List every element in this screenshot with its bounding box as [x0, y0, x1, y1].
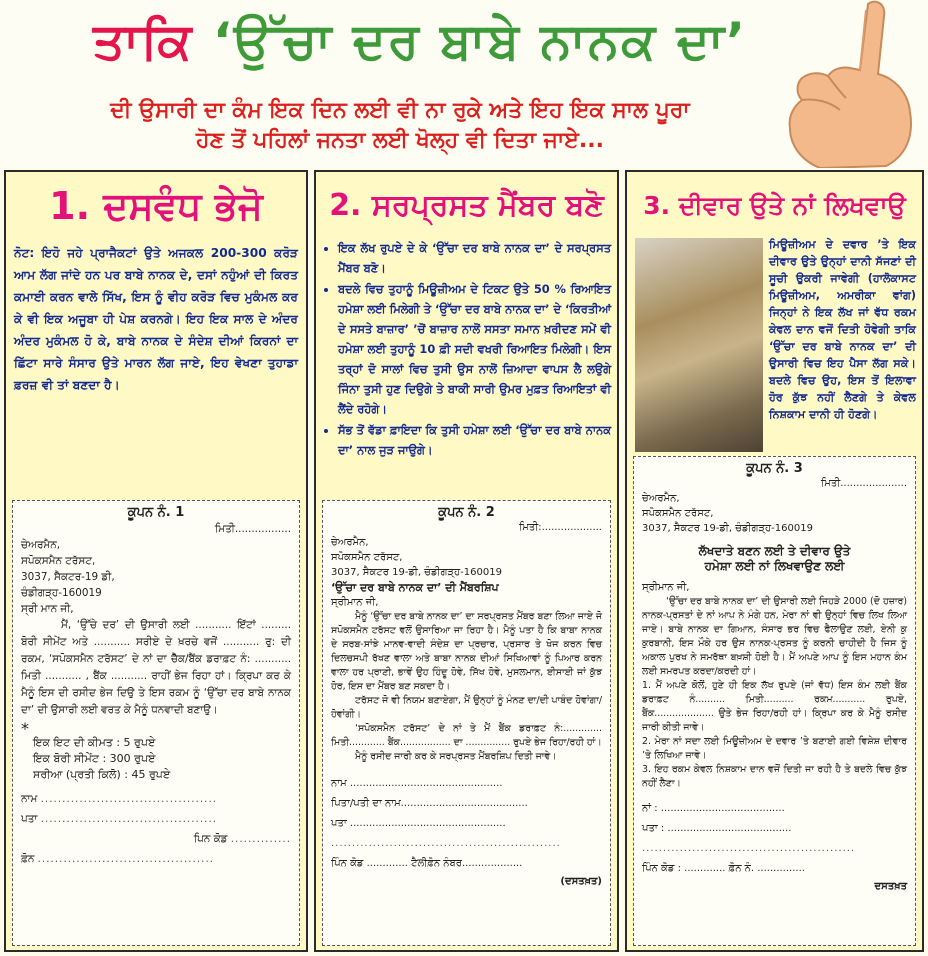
salutation: ਸ੍ਰੀਮਾਨ ਜੀ,: [642, 582, 690, 593]
coupon-paragraph: ‘ਉੱਚਾ ਦਰ ਬਾਬੇ ਨਾਨਕ ਦਾ’ ਦੀ ਉਸਾਰੀ ਲਈ ਜਿਹੜੇ 2000 (ਦੋ ਹਜ਼ਾਰ) ਨਾਨਕ-ਪ੍ਰਸਤਾਂ ਦੇ ਨਾਂ ਆਪ ਨੇ ਮੰਗੇ ਹਨ, ਮੇਰਾ ਨਾਂ ਵੀ ਉਨ੍ਹਾਂ ਵਿਚ ਲਿਖ ਲਿਆ ਜਾਏ। ਬਾਬੇ ਨਾਨਕ ਦਾ ਗਿਆਨ, ਸੰਸਾਰ ਭਰ ਵਿਚ ਫੈਲਾਉਣ ਲਈ, ਏਨੀ ਕੁ ਕੁਰਬਾਨੀ, ਇਸ ਮੌਕੇ ਹਰ ਉਸ ਨਾਨਕ-ਪ੍ਰਸਤ ਨੂੰ ਕਰਨੀ ਚਾਹੀਦੀ ਹੈ ਜਿਸ ਨੂੰ ਅਕਾਲ ਪੁਰਖ ਨੇ ਸਮਰੱਥਾ ਬਖ਼ਸ਼ੀ ਹੋਈ ਹੈ। ਮੈਂ ਅਪਣੇ ਆਪ ਨੂੰ ਇਸ ਮਹਾਨ ਕੰਮ ਲਈ ਸਮਰਪਤ ਕਰਦਾ/ਕਰਦੀ ਹਾਂ।: [642, 596, 907, 677]
column-title: 2. ਸਰਪ੍ਰਸਤ ਮੈਂਬਰ ਬਣੋ: [329, 188, 604, 223]
address-label: ਪਤਾ: [21, 813, 38, 825]
address-field[interactable]: ਪਤਾ : .......................................: [642, 823, 792, 834]
coupon-paragraph: ਮੈਨੂੰ ਰਸੀਦ ਜਾਰੀ ਕਰ ਕੇ ਸਰਪ੍ਰਸਤ ਮੈਂਬਰਸ਼ਿਪ ਦਿਤੀ ਜਾਵੇ।: [355, 751, 557, 762]
salutation: ਸ੍ਰੀ ਮਾਨ ਜੀ,: [21, 603, 74, 615]
salutation: ਸ੍ਰੀਮਾਨ ਜੀ,: [331, 597, 379, 608]
address-field[interactable]: ਪਤਾ .................................................: [331, 818, 506, 829]
address-line: ਸਪੋਕਸਮੈਨ ਟਰੱਸਟ,: [21, 555, 96, 567]
address-line: 3037, ਸੈਕਟਰ 19-ਡੀ, ਚੰਡੀਗੜ੍ਹ-160019: [642, 523, 813, 534]
name-field[interactable]: .........................................: [40, 793, 218, 805]
headline-part1: ਤਾਕਿ: [92, 12, 194, 70]
coupon-text: ਮੈਂ, ‘ਉੱਚੇ ਦਰ’ ਦੀ ਉਸਾਰੀ ਲਈ ........... ਇੱਟਾਂ ......... ਬੋਰੀ ਸੀਮੇਂਟ ਅਤੇ ........... ਸਰੀਏ ਦੇ ਖ਼ਰਚੇ ਵਜੋਂ ........... ਰੁ: ਦੀ ਰਕਮ, ‘ਸਪੋਕਸਮੈਨ ਟਰੱਸਟ’ ਦੇ ਨਾਂ ਦਾ ਚੈੱਕ/ਬੈਂਕ ਡਰਾਫ਼ਟ ਨੰ: ........... ਮਿਤੀ ........... , ਬੈਂਕ ........... ਰਾਹੀਂ ਭੇਜ ਰਿਹਾ ਹਾਂ। ਕ੍ਰਿਪਾ ਕਰ ਕੇ ਮੈਨੂੰ ਇਸ ਦੀ ਰਸੀਦ ਭੇਜ ਦਿਉ ਤੇ ਇਸ ਰਕਮ ਨੂੰ ‘ਉੱਚਾ ਦਰ ਬਾਬੇ ਨਾਨਕ ਦਾ’ ਦੀ ਉਸਾਰੀ ਲਈ ਵਰਤ ਕੇ ਮੈਨੂੰ ਧਨਵਾਦੀ ਬਣਾਉ।: [21, 619, 291, 716]
father-name-field[interactable]: ਪਿਤਾ/ਪਤੀ ਦਾ ਨਾਮ........................................: [331, 798, 528, 809]
price-brick: ਇਕ ਇਟ ਦੀ ਕੀਮਤ : 5 ਰੁਪਏ: [33, 736, 156, 749]
name-label: ਨਾਮ: [21, 793, 38, 805]
name-field[interactable]: ਨਾਂ : .......................................: [642, 803, 785, 814]
column-patron-member: [314, 170, 619, 952]
coupon-item: 1. ਮੈਂ ਅਪਣੇ ਕੋਲੋਂ, ਹੁਣੇ ਹੀ ਇਕ ਲੱਖ ਰੁਪਏ (ਜਾਂ ਵੱਧ) ਇਸ ਕੰਮ ਲਈ ਬੈਂਕ ਡਰਾਫ਼ਟ ਨੰ.......... ਮਿਤੀ.......... ਰਕਮ........... ਰੁਪਏ, ਬੈਂਕ.................... ਉਤੇ ਭੇਜ ਰਿਹਾ/ਰਹੀ ਹਾਂ। ਕ੍ਰਿਪਾ ਕਰ ਕੇ ਮੈਨੂੰ ਰਸੀਦ ਜਾਰੀ ਕੀਤੀ ਜਾਵੇ।: [642, 680, 907, 733]
address-line: 3037, ਸੈਕਟਰ-19 ਡੀ,: [21, 571, 115, 583]
coupon-title: ਕੂਪਨ ਨੰ. 3: [746, 461, 803, 476]
coupon-item: 2. ਮੇਰਾ ਨਾਂ ਸਦਾ ਲਈ ਮਿਊਜ਼ੀਅਮ ਦੇ ਦਵਾਰ ’ਤੇ ਬਣਾਈ ਗਈ ਵਿਸ਼ੇਸ਼ ਦੀਵਾਰ ’ਤੇ ਲਿਖਿਆ ਜਾਵੇ।: [642, 736, 907, 761]
column-body: ਨੋਟ: ਇਹੋ ਜਹੇ ਪ੍ਰਾਜੈਕਟਾਂ ਉਤੇ ਅਜਕਲ 200-300 ਕਰੋੜ ਆਮ ਲੱਗ ਜਾਂਦੇ ਹਨ ਪਰ ਬਾਬੇ ਨਾਨਕ ਦੇ, ਦਸਾਂ ਨਹੁੰਆਂ ਦੀ ਕਿਰਤ ਕਮਾਈ ਕਰਨ ਵਾਲੇ ਸਿੱਖ, ਇਸ ਨੂੰ ਵੀਹ ਕਰੋੜ ਵਿਚ ਮੁਕੰਮਲ ਕਰ ਕੇ ਵੀ ਇਕ ਅਜੂਬਾ ਹੀ ਪੇਸ਼ ਕਰਨਗੇ। ਇਹ ਇਕ ਸਾਲ ਦੇ ਅੰਦਰ ਅੰਦਰ ਮੁਕੰਮਲ ਹੋ ਕੇ, ਬਾਬੇ ਨਾਨਕ ਦੇ ਸੰਦੇਸ਼ ਦੀਆਂ ਕਿਰਨਾਂ ਦਾ ਛਿੱਟਾ ਸਾਰੇ ਸੰਸਾਰ ਉਤੇ ਮਾਰਨ ਲੱਗ ਜਾਏ, ਇਹ ਵੇਖਣਾ ਤੁਹਾਡਾ ਫ਼ਰਜ਼ ਵੀ ਤਾਂ ਬਣਦਾ ਹੈ।: [14, 246, 298, 392]
membership-heading: ‘ਉੱਚਾ ਦਰ ਬਾਬੇ ਨਾਨਕ ਦਾ’ ਦੀ ਮੈਂਬਰਸ਼ਿਪ: [331, 581, 499, 594]
name-field[interactable]: ਨਾਮ ................................................: [331, 778, 503, 789]
coupon-item: 3. ਇਹ ਰਕਮ ਕੇਵਲ ਨਿਸ਼ਕਾਮ ਦਾਨ ਵਜੋਂ ਦਿਤੀ ਜਾ ਰਹੀ ਹੈ ਤੇ ਬਦਲੇ ਵਿਚ ਕੁੱਝ ਨਹੀਂ ਲੈਣਾ।: [642, 764, 907, 789]
pin-phone-field[interactable]: ਪਿੰਨ ਕੋਡ ............. ਟੈਲੀਫ਼ੋਨ ਨੰਬਰ...................: [331, 858, 523, 869]
address-line: 3037, ਸੈਕਟਰ 19-ਡੀ, ਚੰਡੀਗੜ੍ਹ-160019: [331, 567, 502, 578]
address-line: ਚੇਅਰਮੈਨ,: [21, 539, 61, 551]
coupon-3[interactable]: [633, 456, 916, 946]
address-line: ਚੇਅਰਮੈਨ,: [642, 493, 680, 504]
points-list: [316, 238, 617, 460]
subheadline-line1: ਦੀ ਉਸਾਰੀ ਦਾ ਕੰਮ ਇਕ ਦਿਨ ਲਈ ਵੀ ਨਾ ਰੁਕੇ ਅਤੇ ਇਹ ਇਕ ਸਾਲ ਪੂਰਾ: [110, 98, 690, 123]
pin-label: ਪਿਨ ਕੋਡ: [193, 833, 228, 845]
coupon-2[interactable]: [322, 500, 611, 946]
date-field[interactable]: ਮਿਤੀ.....................: [821, 478, 907, 489]
address-field[interactable]: .........................................: [40, 813, 218, 825]
address-field-2[interactable]: ...................................................: [642, 843, 856, 854]
address-field-2[interactable]: .......................................................: [331, 838, 561, 849]
date-field[interactable]: ਮਿਤੀ.................: [214, 523, 291, 535]
coupon-paragraph: ‘ਸਪੋਕਸਮੈਨ ਟਰੱਸਟ’ ਦੇ ਨਾਂ ਤੇ ਮੈਂ ਬੈਂਕ ਡਰਾਫ਼ਟ ਨੰ:............. ਮਿਤੀ............ ਬੈਂਕ................. ਦਾ ............... ਰੁਪਏ ਭੇਜ ਰਿਹਾ/ਰਹੀ ਹਾਂ।: [331, 723, 602, 748]
address-line: ਚੇਅਰਮੈਨ,: [331, 537, 369, 548]
price-cement: ਇਕ ਬੋਰੀ ਸੀਮੇਂਟ : 300 ਰੁਪਏ: [33, 752, 156, 765]
phone-label: ਫ਼ੋਨ: [21, 853, 35, 865]
date-field[interactable]: ਮਿਤੀ:...................: [519, 522, 602, 533]
address-line: ਸਪੋਕਸਮੈਨ ਟਰੱਸਟ,: [331, 552, 403, 563]
address-line: ਚੰਡੀਗੜ੍ਹ-160019: [21, 587, 102, 599]
column-body-wrap: [627, 234, 922, 423]
phone-field[interactable]: .........................................: [37, 853, 215, 865]
wall-heading-line2: ਹਮੇਸ਼ਾ ਲਈ ਨਾਂ ਲਿਖਵਾਉਣ ਲਈ: [704, 559, 845, 573]
column-title: 1. ਦਸਵੰਧ ਭੇਜੋ: [49, 184, 263, 228]
coupon-title: ਕੂਪਨ ਨੰ. 2: [438, 505, 495, 520]
headline-part2: ‘ਉੱਚਾ ਦਰ ਬਾਬੇ ਨਾਨਕ ਦਾ’: [212, 12, 748, 70]
coupon-paragraph: ਟਰੱਸਟ ਜੋ ਵੀ ਨਿਯਮ ਬਣਾਏਗਾ, ਮੈਂ ਉਨ੍ਹਾਂ ਨੂੰ ਮੰਨਣ ਦਾ/ਦੀ ਪਾਬੰਦ ਹੋਵਾਂਗਾ/ਹੋਵਾਂਗੀ।: [331, 695, 602, 720]
header-banner: [0, 0, 928, 168]
list-item: • ਬਦਲੇ ਵਿਚ ਤੁਹਾਨੂੰ ਮਿਊਜ਼ੀਅਮ ਦੇ ਟਿਕਟ ਉਤੇ 50 % ਰਿਆਇਤ ਹਮੇਸ਼ਾ ਲਈ ਮਿਲੇਗੀ ਤੇ ‘ਉੱਚਾ ਦਰ ਬਾਬੇ ਨਾਨਕ ਦਾ’ ਦੇ ‘ਕਿਰਤੀਆਂ ਦੇ ਸਸਤੇ ਬਾਜ਼ਾਰ’ ’ਚੋਂ ਬਾਜ਼ਾਰ ਨਾਲੋਂ ਸਸਤਾ ਸਮਾਨ ਖ਼ਰੀਦਣ ਸਮੇਂ ਵੀ ਹਮੇਸ਼ਾ ਲਈ ਤੁਹਾਨੂੰ 10 ਫ਼ੀ ਸਦੀ ਵਖਰੀ ਰਿਆਇਤ ਮਿਲੇਗੀ। ਇਸ ਤਰ੍ਹਾਂ ਦੋ ਸਾਲਾਂ ਵਿਚ ਤੁਸੀ ਉਸ ਨਾਲੋਂ ਜ਼ਿਆਦਾ ਵਾਪਸ ਲੈ ਲਉਗੇ ਜਿੰਨਾ ਤੁਸੀ ਹੁਣ ਦਿਉਗੇ ਤੇ ਬਾਕੀ ਸਾਰੀ ਉਮਰ ਮੁਫ਼ਤ ਰਿਆਇਤਾਂ ਵੀ ਲੈਂਦੇ ਰਹੋਗੇ।: [338, 279, 611, 419]
list-item: • ਸੱਭ ਤੋਂ ਵੱਡਾ ਫ਼ਾਇਦਾ ਕਿ ਤੁਸੀ ਹਮੇਸ਼ਾ ਲਈ ‘ਉੱਚਾ ਦਰ ਬਾਬੇ ਨਾਨਕ ਦਾ’ ਨਾਲ ਜੁੜ ਜਾਉਗੇ।: [338, 420, 611, 460]
address-line: ਸਪੋਕਸਮੈਨ ਟਰੱਸਟ,: [642, 508, 714, 519]
subheadline-line2: ਹੋਣ ਤੋਂ ਪਹਿਲਾਂ ਜਨਤਾ ਲਈ ਖੋਲ੍ਹ ਵੀ ਦਿਤਾ ਜਾਏ...: [196, 128, 604, 153]
pin-field[interactable]: ..............: [230, 833, 291, 845]
signature-label: (ਦਸਤਖ਼ਤ): [560, 876, 602, 887]
wall-heading-line1: ਲੱਖਦਾਤੇ ਬਣਨ ਲਈ ਤੇ ਦੀਵਾਰ ਉਤੇ: [698, 544, 851, 558]
column-wall-name: [625, 170, 924, 952]
price-steel: ਸਰੀਆ (ਪ੍ਰਤੀ ਕਿਲੋ) : 45 ਰੁਪਏ: [33, 768, 171, 781]
coupon-title: ਕੂਪਨ ਨੰ. 1: [127, 505, 185, 520]
column-title: 3. ਦੀਵਾਰ ਉਤੇ ਨਾਂ ਲਿਖਵਾਉ: [643, 191, 906, 220]
column-body: ਮਿਊਜ਼ੀਅਮ ਦੇ ਦਵਾਰ ’ਤੇ ਇਕ ਦੀਵਾਰ ਉਤੇ ਉਨ੍ਹਾਂ ਦਾਨੀ ਸੱਜਣਾਂ ਦੀ ਸੂਚੀ ਉਕਰੀ ਜਾਵੇਗੀ (ਹਾਲੋਕਾਸਟ ਮਿਊਜ਼ੀਅਮ, ਅਮਰੀਕਾ ਵਾਂਗ) ਜਿਨ੍ਹਾਂ ਨੇ ਇਕ ਲੱਖ ਜਾਂ ਵੱਧ ਰਕਮ ਕੇਵਲ ਦਾਨ ਵਜੋਂ ਦਿਤੀ ਹੋਵੇਗੀ ਤਾਕਿ ‘ਉੱਚਾ ਦਰ ਬਾਬੇ ਨਾਨਕ ਦਾ’ ਦੀ ਉਸਾਰੀ ਵਿਚ ਇਹ ਪੈਸਾ ਲੱਗ ਸਕੇ। ਬਦਲੇ ਵਿਚ ਉਹ, ਇਸ ਤੋਂ ਇਲਾਵਾ ਹੋਰ ਕੁੱਝ ਨਹੀਂ ਲੈਣਗੇ ਤੇ ਕੇਵਲ ਨਿਸ਼ਕਾਮ ਦਾਨੀ ਹੀ ਹੋਣਗੇ।: [769, 238, 916, 421]
money-photo: [635, 238, 763, 452]
headline: [0, 8, 840, 74]
asterisk: *: [21, 719, 29, 738]
coupon-1[interactable]: [12, 500, 300, 946]
signature-label: ਦਸਤਖ਼ਤ: [874, 881, 907, 892]
coupon-paragraph: ਮੈਨੂੰ ‘ਉੱਚਾ ਦਰ ਬਾਬੇ ਨਾਨਕ ਦਾ’ ਦਾ ਸਰਪ੍ਰਸਤ ਮੈਂਬਰ ਬਣਾ ਲਿਆ ਜਾਏ ਜੋ ਸਪੋਕਸਮੈਨ ਟਰੱਸਟ ਵਲੋਂ ਉਸਾਰਿਆ ਜਾ ਰਿਹਾ ਹੈ। ਮੈਨੂੰ ਪਤਾ ਹੈ ਕਿ ਬਾਬਾ ਨਾਨਕ ਦੇ ਸਰਬ-ਸਾਂਝੇ ਮਾਨਵ-ਵਾਦੀ ਸੰਦੇਸ਼ ਦਾ ਪ੍ਰਚਾਰ, ਪ੍ਰਸਾਰ ਤੇ ਖੋਜ ਕਰਨ ਵਿਚ ਦਿਲਚਸਪੀ ਰੱਖਣ ਵਾਲਾ ਅਤੇ ਬਾਬਾ ਨਾਨਕ ਦੀਆਂ ਸਿਖਿਆਵਾਂ ਨੂੰ ਪਿਆਰ ਕਰਨ ਵਾਲਾ ਹਰ ਪ੍ਰਾਣੀ, ਭਾਵੇਂ ਉਹ ਹਿੰਦੂ ਹੋਵੇ, ਸਿੱਖ ਹੋਵੇ, ਮੁਸਲਮਾਨ, ਈਸਾਈ ਜਾਂ ਕੁੱਝ ਹੋਰ, ਇਸ ਦਾ ਮੈਂਬਰ ਬਣ ਸਕਦਾ ਹੈ।: [331, 611, 602, 692]
list-item: • ਇਕ ਲੱਖ ਰੁਪਏ ਦੇ ਕੇ ‘ਉੱਚਾ ਦਰ ਬਾਬੇ ਨਾਨਕ ਦਾ’ ਦੇ ਸਰਪ੍ਰਸਤ ਮੈਂਬਰ ਬਣੋ।: [338, 238, 611, 278]
pin-phone-field[interactable]: ਪਿੰਨ ਕੋਡ : ............. ਫ਼ੋਨ ਨੰ. ...............: [642, 863, 805, 874]
pointing-hand-icon: [760, 0, 920, 168]
column-donation: [4, 170, 308, 952]
